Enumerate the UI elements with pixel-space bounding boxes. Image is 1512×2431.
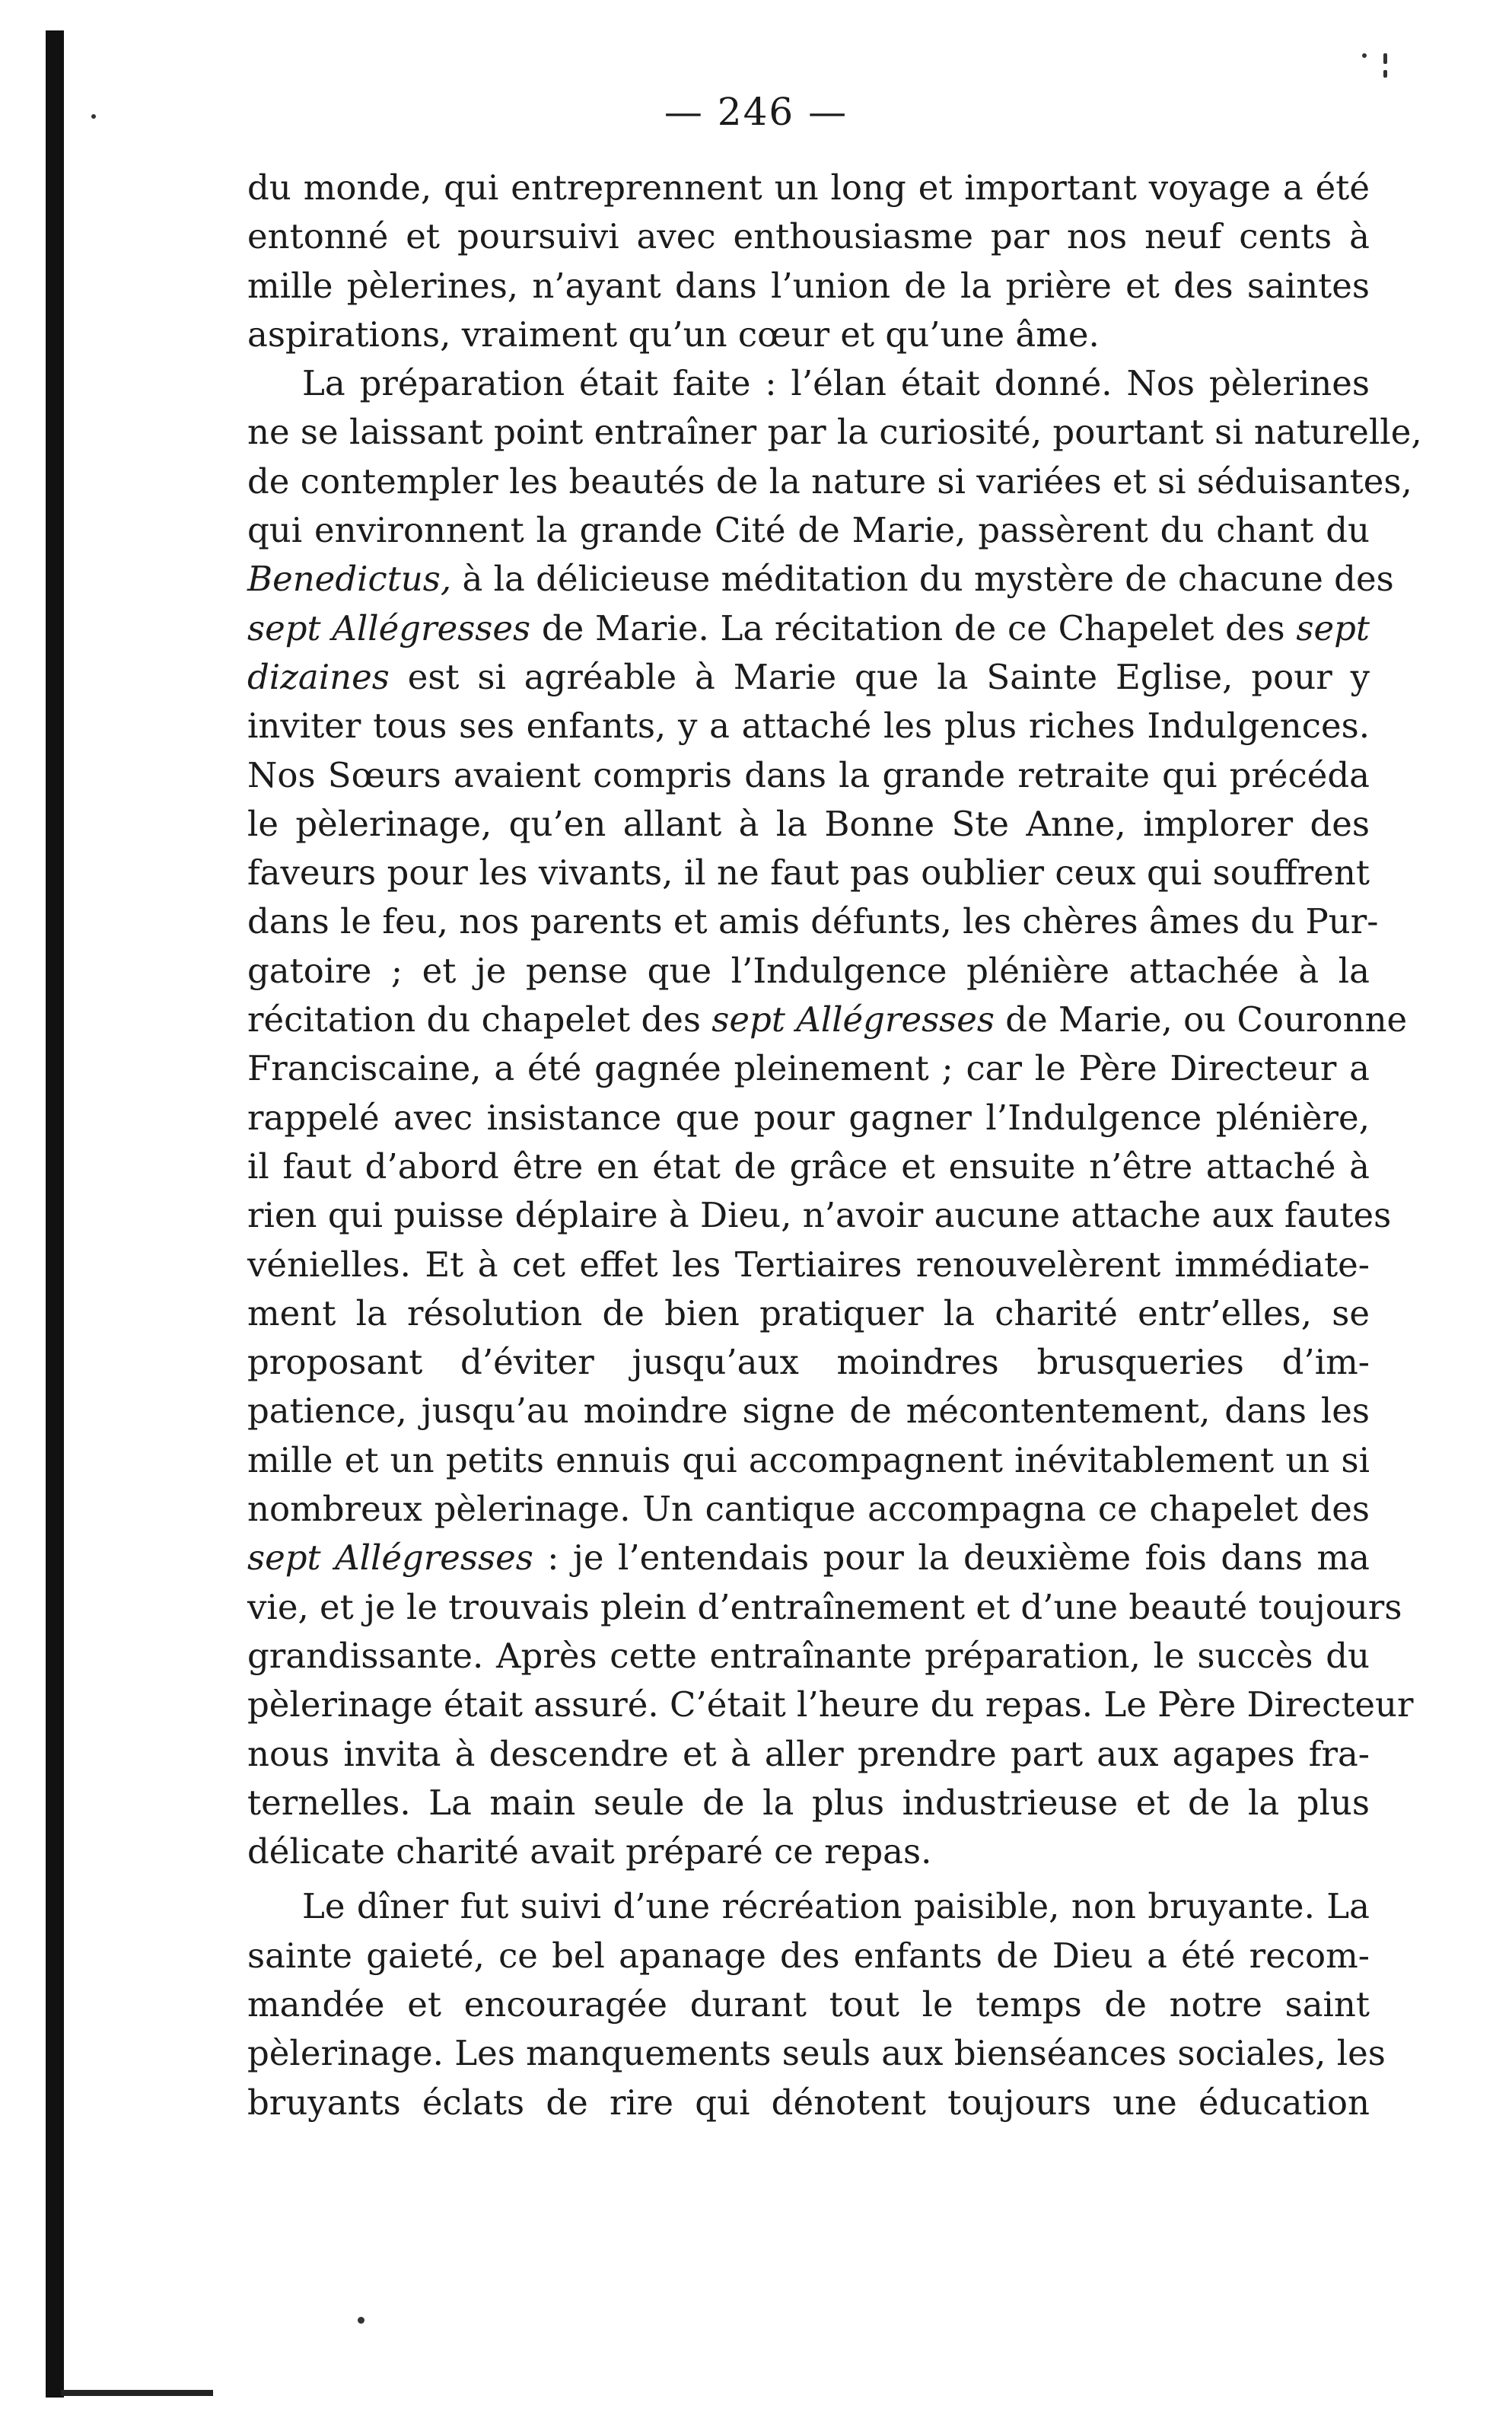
text-segment: aspirations, vraiment qu’un cœur et qu’une âme.	[247, 314, 1100, 355]
text-segment: de Marie, ou Couronne	[995, 999, 1408, 1040]
text-segment: vénielles. Et à cet effet les Tertiaires renouvelèrent immédiate-	[247, 1244, 1370, 1285]
text-line	[247, 996, 1408, 1044]
text-line	[247, 506, 1370, 555]
text-segment: : je l’entendais pour la deuxième fois dans ma	[533, 1537, 1370, 1579]
text-segment: patience, jusqu’au moindre signe de mécontentement, dans les	[247, 1391, 1370, 1432]
text-line	[247, 1387, 1370, 1435]
text-line	[247, 702, 1370, 750]
text-line	[247, 1932, 1370, 1980]
text-line	[247, 1583, 1402, 1632]
scan-speck	[91, 114, 96, 119]
text-line	[247, 359, 1370, 408]
text-segment: inviter tous ses enfants, y a attaché les plus riches Indulgences.	[247, 706, 1370, 747]
text-line	[247, 800, 1370, 849]
page-number: — 246 —	[664, 90, 848, 134]
text-line	[247, 1094, 1370, 1142]
text-line	[247, 1485, 1370, 1534]
scan-speck	[1362, 53, 1367, 58]
text-segment: entonné et poursuivi avec enthousiasme par nos neuf cents à	[247, 216, 1370, 257]
text-line	[247, 1681, 1414, 1729]
text-segment: rappelé avec insistance que pour gagner l’Indulgence plénière,	[247, 1097, 1370, 1138]
text-segment: pèlerinage était assuré. C’était l’heure du repas. Le Père Directeur	[247, 1684, 1414, 1725]
text-line	[247, 2079, 1370, 2127]
text-line	[247, 1044, 1370, 1093]
text-segment: faveurs pour les vivants, il ne faut pas oublier ceux qui souffrent	[247, 852, 1370, 894]
text-segment: est si agréable à Marie que la Sainte Eglise, pour y	[389, 656, 1370, 697]
text-segment: bruyants éclats de rire qui dénotent toujours une éducation	[247, 2082, 1370, 2123]
text-segment: rien qui puisse déplaire à Dieu, n’avoir aucune attache aux fautes	[247, 1195, 1392, 1236]
text-line	[247, 1632, 1370, 1681]
text-segment: pèlerinage. Les manquements seuls aux bienséances sociales, les	[247, 2033, 1386, 2074]
italic-text: Benedictus,	[247, 559, 452, 600]
text-segment: gatoire ; et je pense que l’Indulgence plénière attachée à la	[247, 950, 1370, 991]
text-line	[247, 555, 1394, 604]
italic-text: sept Allégresses	[247, 607, 531, 648]
text-line	[247, 1827, 1370, 1876]
text-line	[247, 1980, 1370, 2029]
text-segment: le pèlerinage, qu’en allant à la Bonne Ste Anne, implorer des	[247, 803, 1370, 844]
text-segment: de contempler les beautés de la nature si variées et si séduisantes,	[247, 460, 1412, 502]
page-binding-edge	[46, 30, 64, 2398]
text-segment: ne se laissant point entraîner par la curiosité, pourtant si naturelle,	[247, 412, 1422, 453]
scan-speck	[1383, 53, 1387, 64]
text-line	[247, 751, 1370, 800]
text-segment: Le dîner fut suivi d’une récréation paisible, non bruyante. La	[302, 1886, 1370, 1927]
text-segment: ment la résolution de bien pratiquer la charité entr’elles, se	[247, 1292, 1370, 1333]
text-segment: ternelles. La main seule de la plus industrieuse et de la plus	[247, 1782, 1370, 1823]
text-line	[247, 1779, 1370, 1827]
text-line	[247, 947, 1370, 996]
text-segment: proposant d’éviter jusqu’aux moindres brusqueries d’im-	[247, 1342, 1370, 1383]
text-line	[247, 1882, 1370, 1931]
italic-text: sept Allégresses	[247, 1537, 533, 1579]
text-line	[247, 1289, 1370, 1338]
scan-speck	[1383, 70, 1387, 78]
text-segment: mandée et encouragée durant tout le temps de notre saint	[247, 1983, 1370, 2025]
text-segment: délicate charité avait préparé ce repas.	[247, 1831, 932, 1872]
text-segment: il faut d’abord être en état de grâce et ensuite n’être attaché à	[247, 1145, 1370, 1187]
text-line	[247, 849, 1370, 897]
text-line	[247, 457, 1412, 506]
italic-text: sept	[1296, 607, 1370, 648]
text-segment: Franciscaine, a été gagnée pleinement ; car le Père Directeur a	[247, 1048, 1370, 1089]
text-line	[247, 311, 1370, 359]
text-line	[247, 1142, 1370, 1191]
text-line	[247, 2029, 1386, 2078]
italic-text: sept Allégresses	[711, 999, 995, 1040]
text-segment: récitation du chapelet des	[247, 999, 712, 1040]
text-segment: nous invita à descendre et à aller prendre part aux agapes fra-	[247, 1733, 1370, 1774]
italic-text: dizaines	[247, 656, 390, 697]
text-segment: nombreux pèlerinage. Un cantique accompagna ce chapelet des	[247, 1489, 1370, 1530]
text-segment: vie, et je le trouvais plein d’entraînement et d’une beauté toujours	[247, 1586, 1402, 1627]
text-segment: mille pèlerines, n’ayant dans l’union de la prière et des saintes	[247, 265, 1370, 306]
text-line	[247, 212, 1370, 261]
text-segment: à la délicieuse méditation du mystère de chacune des	[451, 559, 1394, 600]
page-body	[247, 164, 1422, 2127]
text-segment: sainte gaieté, ce bel apanage des enfants de Dieu a été recom-	[247, 1935, 1370, 1976]
text-line	[247, 897, 1379, 946]
text-line	[247, 1338, 1370, 1387]
text-line	[247, 1241, 1370, 1289]
text-segment: La préparation était faite : l’élan était donné. Nos pèlerines	[302, 363, 1370, 404]
text-segment: Nos Sœurs avaient compris dans la grande retraite qui précéda	[247, 754, 1370, 795]
text-line	[247, 1730, 1370, 1779]
text-line	[247, 262, 1370, 311]
text-segment: du monde, qui entreprennent un long et important voyage a été	[247, 167, 1370, 208]
text-segment: de Marie. La récitation de ce Chapelet des	[530, 607, 1297, 648]
text-line	[247, 1534, 1370, 1582]
text-line	[247, 604, 1370, 653]
text-segment: mille et un petits ennuis qui accompagnent inévitablement un si	[247, 1439, 1370, 1480]
page-binding-foot	[61, 2390, 213, 2396]
text-line	[247, 653, 1370, 702]
text-segment: grandissante. Après cette entraînante préparation, le succès du	[247, 1635, 1370, 1676]
text-segment: qui environnent la grande Cité de Marie, passèrent du chant du	[247, 510, 1370, 551]
scan-speck	[358, 2317, 364, 2324]
text-line	[247, 408, 1422, 457]
text-line	[247, 164, 1370, 212]
text-segment: dans le feu, nos parents et amis défunts, les chères âmes du Pur-	[247, 901, 1379, 942]
text-line	[247, 1191, 1392, 1240]
text-line	[247, 1436, 1370, 1485]
